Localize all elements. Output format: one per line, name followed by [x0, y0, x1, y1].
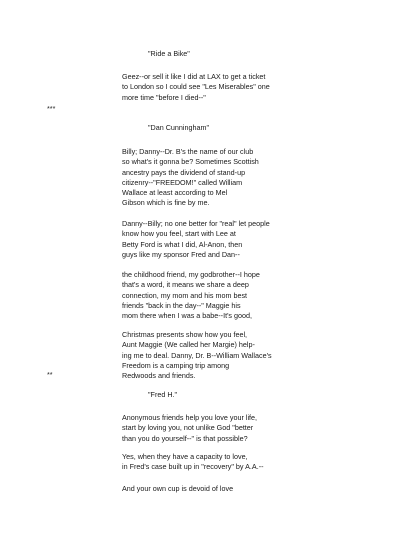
stanza: [122, 484, 233, 494]
poem-title: "Dan Cunningham": [148, 123, 210, 132]
poem-line: mom there when I was a babe--It's good,: [122, 311, 253, 321]
poem-line: Yes, when they have a capacity to love,: [122, 452, 248, 461]
poem-line: ing me to deal. Danny, Dr. B--William Wallace's: [122, 350, 272, 360]
poem-line: to London so I could see "Les Miserables" one: [122, 82, 270, 92]
poem-line: citizenry--"FREEDOM!" called William: [122, 177, 243, 187]
stanza: [122, 413, 257, 444]
poem-line: Geez--or sell it like I did at LAX to get a ticket: [122, 72, 266, 81]
poem-line: Billy; Danny--Dr. B's the name of our club: [122, 147, 254, 156]
poem-line: Anonymous friends help you love your life,: [122, 413, 258, 422]
poem-line: the childhood friend, my godbrother--I hope: [122, 270, 260, 279]
poem-line: so what's it gonna be? Sometimes Scottish: [122, 157, 259, 167]
stanza: [122, 219, 270, 260]
poem-title: "Ride a Bike": [148, 49, 190, 58]
poem-line: And your own cup is devoid of love: [122, 484, 234, 493]
poem-line: Aunt Maggie (We called her Margie) help-: [122, 340, 255, 350]
poem-line: connection, my mom and his mom best: [122, 290, 248, 300]
poem-line: Danny--Billy; no one better for "real" let people: [122, 219, 270, 228]
section-separator: ***: [47, 104, 56, 113]
poem-line: know how you feel, start with Lee at: [122, 229, 236, 239]
poem-line: that's a word, it means we share a deep: [122, 280, 249, 290]
poem-line: than you do yourself--" is that possible?: [122, 433, 248, 443]
stanza: [122, 452, 264, 473]
stanza: [122, 270, 260, 321]
poem-line: in Fred's case built up in "recovery" by A.A.--: [122, 462, 264, 472]
poem-title: "Fred H.": [148, 390, 178, 399]
poem-line: Freedom is a camping trip among: [122, 360, 230, 370]
stanza: [122, 72, 270, 103]
poem-line: Betty Ford is what I did, Al-Anon, then: [122, 239, 243, 249]
poem-line: Gibson which is fine by me.: [122, 198, 210, 208]
poem-line: more time "before I died--": [122, 92, 206, 102]
poem-line: Christmas presents show how you feel,: [122, 330, 248, 339]
poem-line: ancestry pays the dividend of stand-up: [122, 167, 246, 177]
poem-line: Wallace at least according to Mel: [122, 188, 228, 198]
poem-line: friends "back in the day--" Maggie his: [122, 300, 241, 310]
section-separator: **: [47, 370, 53, 379]
stanza: [122, 330, 272, 381]
poem-line: guys like my sponsor Fred and Dan--: [122, 249, 240, 259]
poem-line: Redwoods and friends.: [122, 371, 196, 381]
poem-line: start by loving you, not unlike God "better: [122, 423, 254, 433]
stanza: [122, 147, 259, 209]
